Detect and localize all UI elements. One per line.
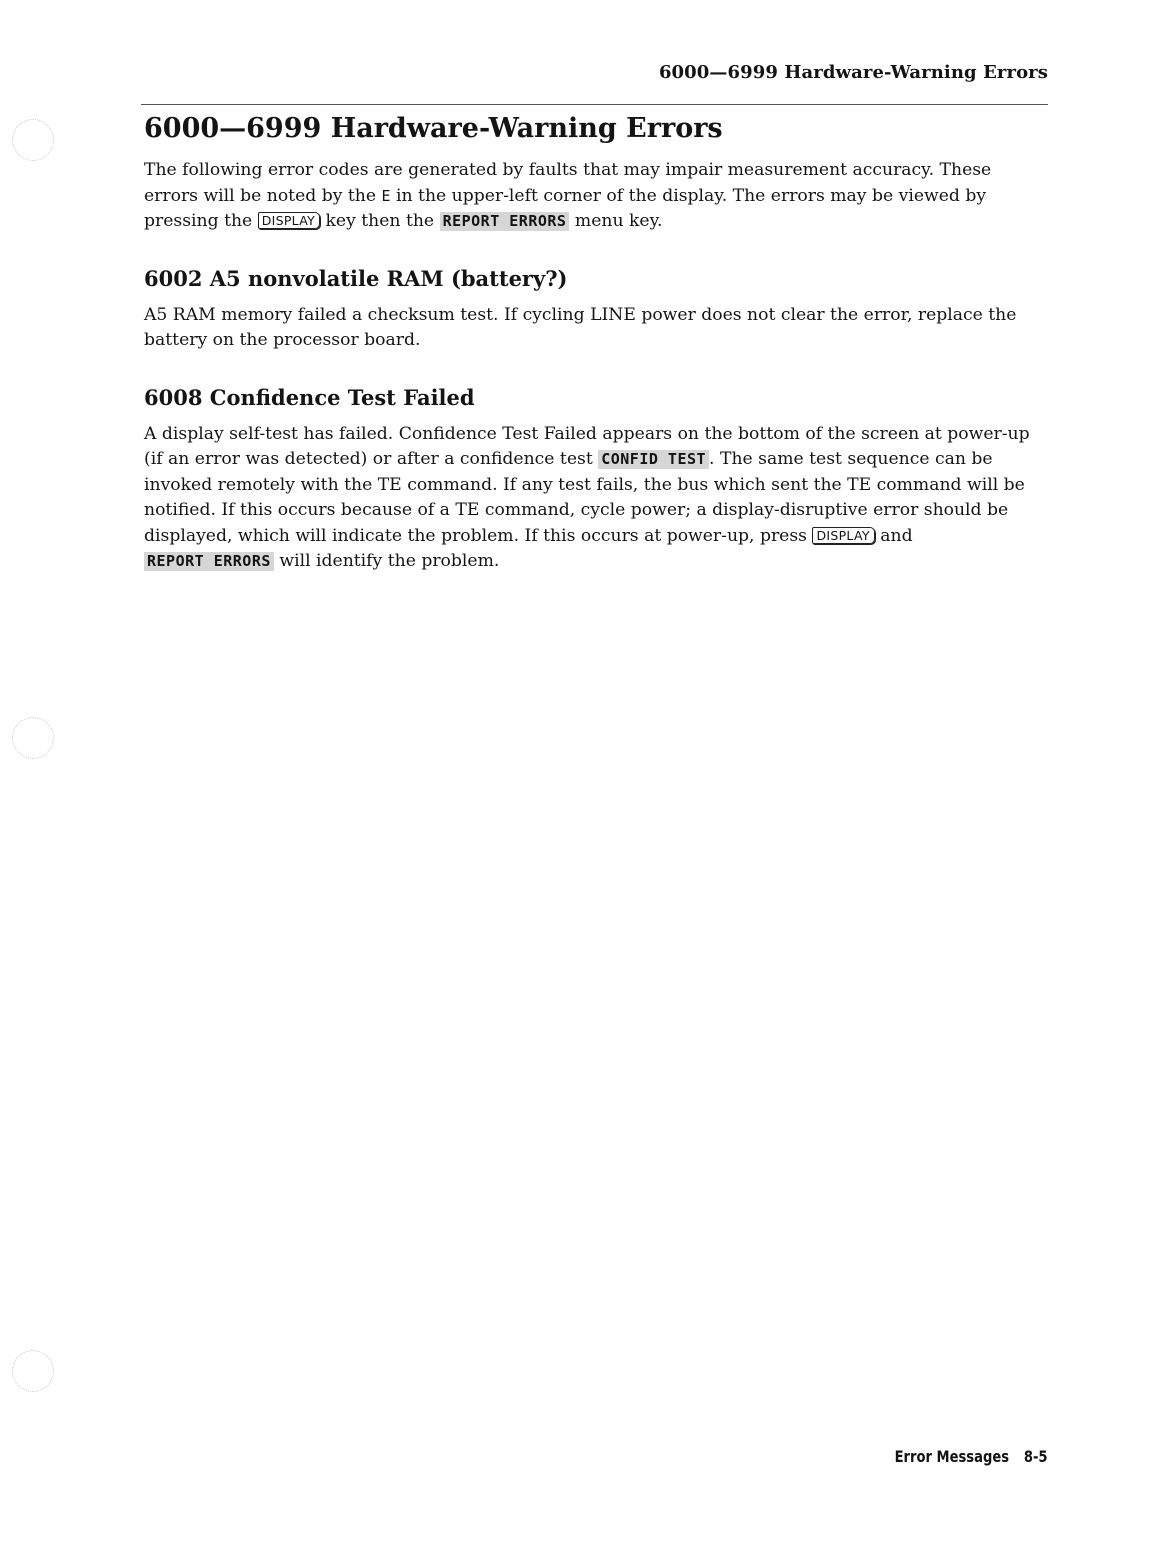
header-rule [141, 104, 1048, 105]
section-text-6002: A5 RAM memory failed a checksum test. If cycling LINE power does not clear the error, replace the battery on the processor board. [144, 304, 1017, 350]
running-head: 6000—6999 Hardware-Warning Errors [658, 62, 1048, 83]
page-content [144, 112, 1044, 605]
display-key: DISPLAY [258, 212, 320, 229]
page-footer [895, 1447, 1048, 1466]
intro-paragraph: The following error codes are generated by faults that may impair measurement accuracy. These errors will be noted by the E in the upper-left corner of the display. The errors may be viewed by pressing the DISPLAY key then the REPORT ERRORS menu key. [144, 160, 992, 231]
binder-hole-top [12, 119, 54, 161]
report-errors-softkey: REPORT ERRORS [144, 552, 274, 571]
binder-hole-middle [12, 717, 54, 759]
display-key: DISPLAY [812, 527, 874, 544]
confid-test-softkey: CONFID TEST [598, 450, 709, 469]
section-heading-6008: 6008 Confidence Test Failed [144, 384, 475, 410]
report-errors-softkey: REPORT ERRORS [440, 212, 570, 231]
footer-label: Error Messages [895, 1447, 1010, 1466]
binder-hole-lower [12, 1350, 54, 1392]
page-number: 8-5 [1024, 1447, 1048, 1466]
section-heading-6002: 6002 A5 nonvolatile RAM (battery?) [144, 265, 568, 291]
error-indicator-letter: E [381, 186, 391, 205]
page-title: 6000—6999 Hardware-Warning Errors [144, 113, 723, 144]
section-text-6008: A display self-test has failed. Confidence Test Failed appears on the bottom of the screen at power-up (if an error was detected) or after a confidence test CONFID TEST . The same test sequence can be invoked remotely with the TE command. If any test fails, the bus which sent the TE command will be notified. If this occurs because of a TE command, cycle power; a display-disruptive error should be displayed, which will indicate the problem. If this occurs at power-up, press DISPLAY and REPORT ERRORS will identify the problem. [144, 423, 1030, 571]
